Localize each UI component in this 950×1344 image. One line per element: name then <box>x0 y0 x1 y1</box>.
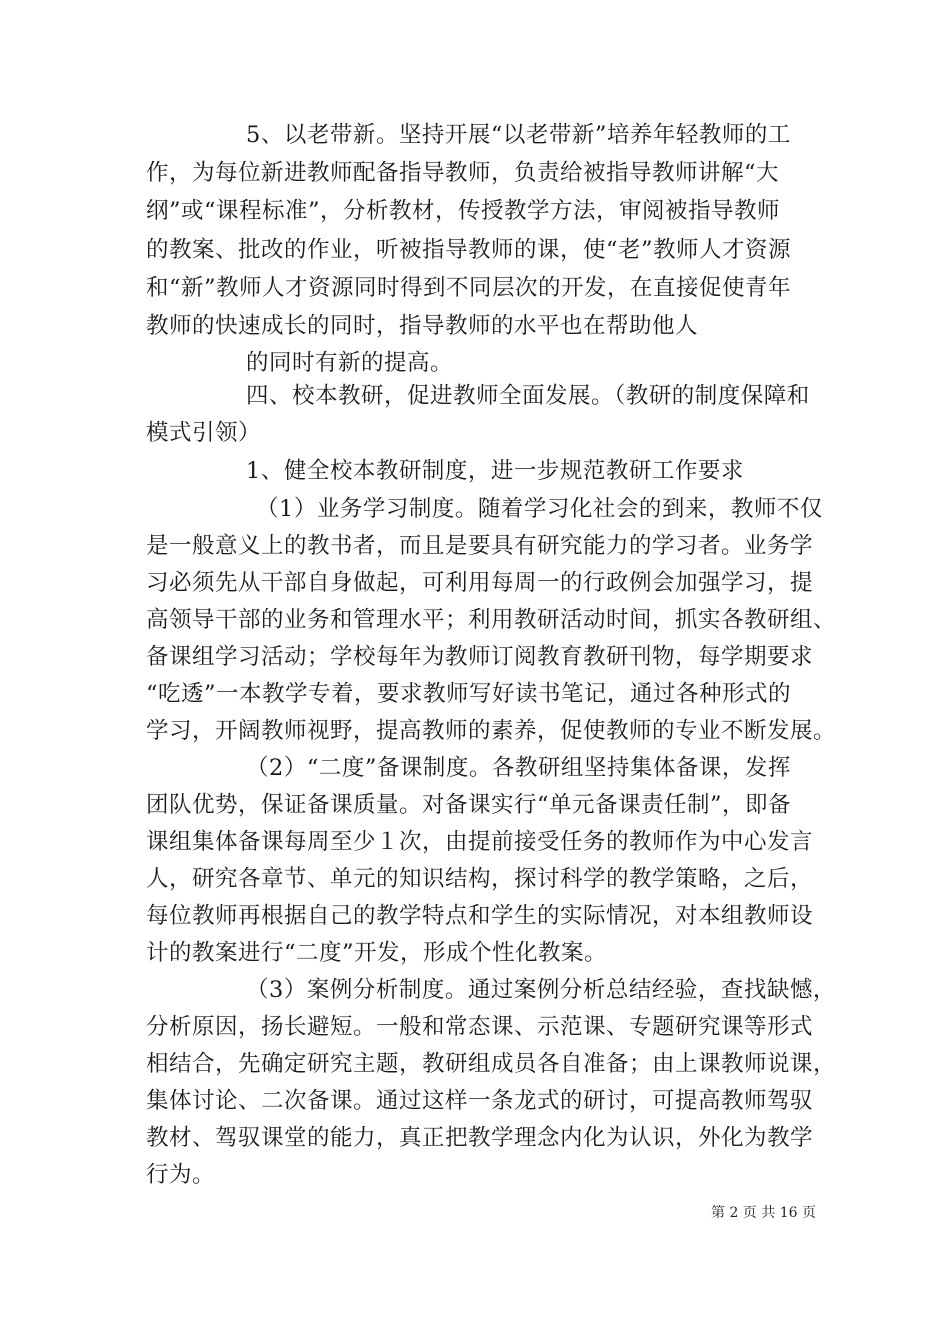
text-line: 5、以老带新。坚持开展“以老带新”培养年轻教师的工 <box>246 122 791 148</box>
text-line: 学习，开阔教师视野，提高教师的素养，促使教师的专业不断发展。 <box>146 718 837 744</box>
text-line: 习必须先从干部自身做起，可利用每周一的行政例会加强学习，提 <box>146 570 814 596</box>
text-line: 课组集体备课每周至少１次，由提前接受任务的教师作为中心发言 <box>146 829 814 855</box>
text-line: “吃透”一本教学专着，要求教师写好读书笔记，通过各种形式的 <box>146 681 792 707</box>
text-line: 教师的快速成长的同时，指导教师的水平也在帮助他人 <box>146 313 699 339</box>
text-line: 备课组学习活动；学校每年为教师订阅教育教研刊物，每学期要求 <box>146 644 814 670</box>
text-line: 的教案、批改的作业，听被指导教师的课，使“老”教师人才资源 <box>146 237 792 263</box>
text-line: （1）业务学习制度。随着学习化社会的到来，教师不仅 <box>256 496 823 522</box>
text-line: 分析原因，扬长避短。一般和常态课、示范课、专题研究课等形式 <box>146 1014 814 1040</box>
text-line: 每位教师再根据自己的教学特点和学生的实际情况，对本组教师设 <box>146 903 814 929</box>
text-line: 模式引领） <box>146 420 262 446</box>
subsection-heading: 1、健全校本教研制度，进一步规范教研工作要求 <box>246 458 744 484</box>
text-line: 人，研究各章节、单元的知识结构，探讨科学的教学策略，之后， <box>146 866 814 892</box>
text-line: （2）“二度”备课制度。各教研组坚持集体备课，发挥 <box>246 755 791 781</box>
text-line: 的同时有新的提高。 <box>246 350 454 376</box>
text-line: （3）案例分析制度。通过案例分析总结经验，查找缺憾， <box>246 977 836 1003</box>
page-number: 第 2 页 共 16 页 <box>711 1205 816 1221</box>
text-line: 行为。 <box>146 1162 216 1188</box>
text-line: 集体讨论、二次备课。通过这样一条龙式的研讨，可提高教师驾驭 <box>146 1088 814 1114</box>
text-line: 相结合，先确定研究主题，教研组成员各自准备；由上课教师说课， <box>146 1051 837 1077</box>
text-line: 计的教案进行“二度”开发，形成个性化教案。 <box>146 940 608 966</box>
section-heading: 四、校本教研，促进教师全面发展。（教研的制度保障和 <box>246 383 810 409</box>
text-line: 是一般意义上的教书者，而且是要具有研究能力的学习者。业务学 <box>146 533 814 559</box>
text-line: 纲”或“课程标准”，分析教材，传授教学方法，审阅被指导教师 <box>146 198 781 224</box>
text-line: 和“新”教师人才资源同时得到不同层次的开发，在直接促使青年 <box>146 275 792 301</box>
text-line: 团队优势，保证备课质量。对备课实行“单元备课责任制”，即备 <box>146 792 792 818</box>
text-line: 高领导干部的业务和管理水平；利用教研活动时间，抓实各教研组、 <box>146 607 837 633</box>
text-line: 作，为每位新进教师配备指导教师，负责给被指导教师讲解“大 <box>146 160 780 186</box>
text-line: 教材、驾驭课堂的能力，真正把教学理念内化为认识，外化为教学 <box>146 1125 814 1151</box>
